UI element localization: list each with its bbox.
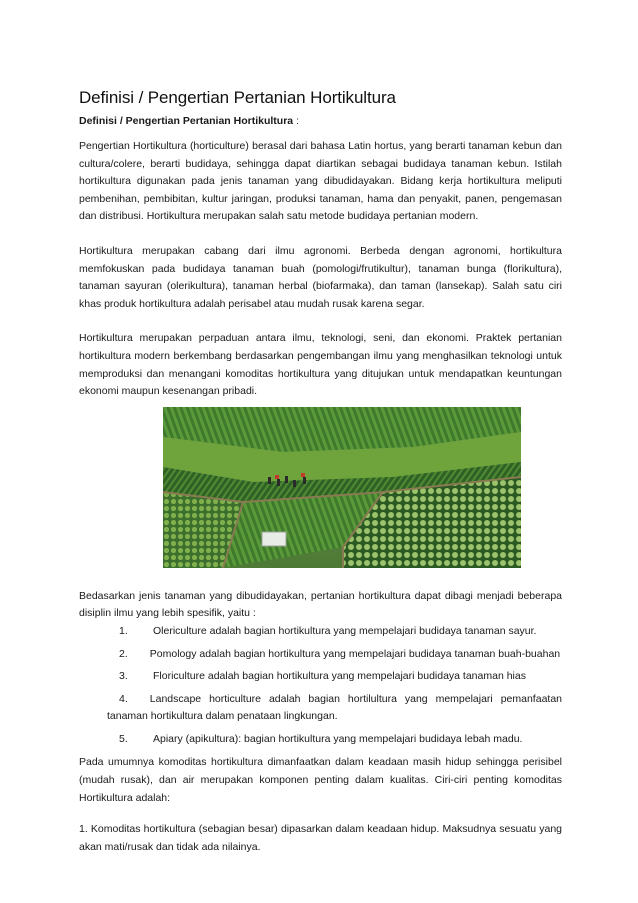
page-title: Definisi / Pengertian Pertanian Hortikultura xyxy=(79,88,396,107)
list-item-number: 1. xyxy=(119,624,128,637)
paragraph-disciplines-intro: Bedasarkan jenis tanaman yang dibudidayakan, pertanian hortikultura dapat dibagi menjadi beberapa disiplin ilmu yang lebih spesifik, yaitu : xyxy=(79,589,562,620)
list-item-number: 4. xyxy=(119,692,128,705)
list-item-text: Olericulture adalah bagian hortikultura yang mempelajari budidaya tanaman sayur. xyxy=(153,624,537,637)
list-item xyxy=(107,731,562,749)
list-item-number: 3. xyxy=(119,670,128,683)
paragraph-characteristic-1: 1. Komoditas hortikultura (sebagian besar) dipasarkan dalam keadaan hidup. Maksudnya sesuatu yang akan mati/rusak dan tidak ada nilainya. xyxy=(79,823,562,853)
paragraph-science-art: Hortikultura merupakan perpaduan antara ilmu, teknologi, seni, dan ekonomi. Praktek pertanian hortikultura modern berkembang berdasarkan pengembangan ilmu yang menghasilkan teknologi untuk memproduksi dan menangani komoditas hortikultura yang ditujukan untuk mendapatkan keuntungan ekonomi maupun kesenangan pribadi. xyxy=(79,332,562,398)
discipline-list xyxy=(79,623,562,749)
farm-field-photo xyxy=(163,407,521,568)
list-item-text: Apiary (apikultura): bagian hortikultura yang mempelajari budidaya lebah madu. xyxy=(153,732,523,745)
list-item-text: Pomology adalah bagian hortikultura yang mempelajari budidaya tanaman buah-buahan xyxy=(149,647,561,660)
list-item xyxy=(107,623,562,641)
paragraph-agronomy: Hortikultura merupakan cabang dari ilmu agronomi. Berbeda dengan agronomi, hortikultura memfokuskan pada budidaya tanaman buah (pomologi/frutikultur), tanaman bunga (florikultura), tanaman sayuran (olerikultura), tanaman herbal (biofarmaka), dan taman (lansekap). Salah satu ciri khas produk hortikultura adalah perisabel atau mudah rusak karena segar. xyxy=(79,244,562,310)
subtitle xyxy=(79,114,562,128)
list-item-number: 2. xyxy=(119,647,128,660)
list-item xyxy=(107,646,562,664)
subtitle-colon: : xyxy=(296,115,299,127)
list-item-number: 5. xyxy=(119,732,128,745)
document-content xyxy=(79,87,562,856)
list-item xyxy=(107,691,562,726)
paragraph-perishable: Pada umumnya komoditas hortikultura dimanfaatkan dalam keadaan masih hidup sehingga perisibel (mudah rusak), dan air merupakan komponen penting dalam kualitas. Ciri-ciri penting komoditas Hortikultura adalah: xyxy=(79,756,562,804)
paragraph-definition: Pengertian Hortikultura (horticulture) berasal dari bahasa Latin hortus, yang berarti tanaman kebun dan cultura/colere, berarti budidaya, sehingga dapat diartikan sebagai budidaya tanaman kebun. Istilah hortikultura digunakan pada jenis tanaman yang dibudidayakan. Bidang kerja hortikultura meliputi pembenihan, pembibitan, kultur jaringan, produksi tanaman, hama dan penyakit, panen, pengemasan dan distribusi. Hortikultura merupakan salah satu metode budidaya pertanian modern. xyxy=(79,140,562,223)
list-item xyxy=(107,668,562,686)
list-item-text: Floriculture adalah bagian hortikultura yang mempelajari budidaya tanaman hias xyxy=(153,670,526,683)
subtitle-bold: Definisi / Pengertian Pertanian Hortikultura xyxy=(79,115,294,127)
list-item-text: Landscape horticulture adalah bagian hortilultura yang mempelajari pemanfaatan tanaman hortikultura dalam penataan lingkungan. xyxy=(107,692,562,723)
